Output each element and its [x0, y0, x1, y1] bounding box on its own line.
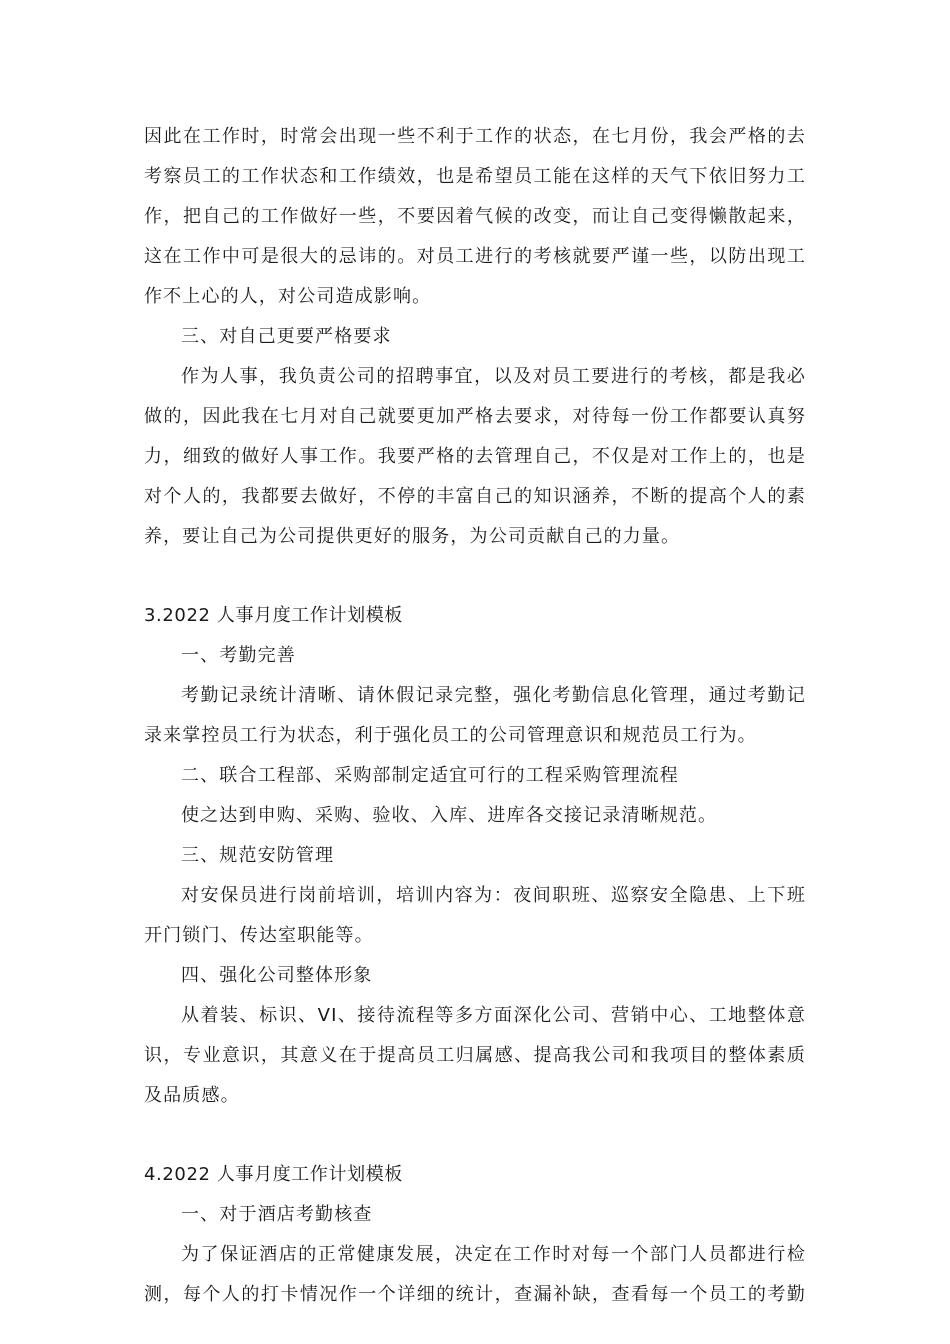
paragraph-line: 开门锁门、传达室职能等。 [144, 925, 374, 946]
section-heading: 一、对于酒店考勤核查 [181, 1204, 373, 1225]
paragraph-line: 对个人的，我都要去做好，不停的丰富自己的知识涵养，不断的提高个人的素 [144, 486, 806, 507]
paragraph-line: 作为人事，我负责公司的招聘事宜，以及对员工要进行的考核，都是我必 [181, 366, 806, 387]
paragraph-line: 作，把自己的工作做好一些，不要因着气候的改变，而让自己变得懒散起来， [144, 206, 806, 227]
paragraph-line: 及品质感。 [144, 1085, 240, 1106]
paragraph-line: 测，每个人的打卡情况作一个详细的统计，查漏补缺，查看每一个员工的考勤 [144, 1284, 806, 1305]
paragraph-line: 识，专业意识，其意义在于提高员工归属感、提高我公司和我项目的整体素质 [144, 1045, 806, 1066]
paragraph-line: 对安保员进行岗前培训，培训内容为：夜间职班、巡察安全隐患、上下班 [181, 885, 806, 906]
paragraph-line: 力，细致的做好人事工作。我要严格的去管理自己，不仅是对工作上的，也是 [144, 446, 806, 467]
template-title: 3.2022 人事月度工作计划模板 [144, 605, 403, 626]
paragraph-line: 这在工作中可是很大的忌讳的。对员工进行的考核就要严谨一些，以防出现工 [144, 246, 806, 267]
paragraph-line: 养，要让自己为公司提供更好的服务，为公司贡献自己的力量。 [144, 526, 681, 547]
section-heading: 三、对自己更要严格要求 [181, 326, 392, 347]
paragraph-line: 考察员工的工作状态和工作绩效，也是希望员工能在这样的天气下依旧努力工 [144, 166, 806, 187]
paragraph-line: 从着装、标识、VI、接待流程等多方面深化公司、营销中心、工地整体意 [181, 1005, 806, 1026]
paragraph-line: 做的，因此我在七月对自己就要更加严格去要求，对待每一份工作都要认真努 [144, 406, 806, 427]
paragraph-line: 考勤记录统计清晰、请休假记录完整，强化考勤信息化管理，通过考勤记 [181, 685, 806, 706]
paragraph-line: 使之达到申购、采购、验收、入库、进库各交接记录清晰规范。 [181, 805, 718, 826]
paragraph-line: 因此在工作时，时常会出现一些不利于工作的状态，在七月份，我会严格的去 [144, 126, 806, 147]
template-title: 4.2022 人事月度工作计划模板 [144, 1164, 403, 1185]
section-heading: 一、考勤完善 [181, 645, 296, 666]
section-heading: 二、联合工程部、采购部制定适宜可行的工程采购管理流程 [181, 765, 679, 786]
section-heading: 三、规范安防管理 [181, 845, 335, 866]
paragraph-line: 录来掌控员工行为状态，利于强化员工的公司管理意识和规范员工行为。 [144, 725, 757, 746]
paragraph-line: 为了保证酒店的正常健康发展，决定在工作时对每一个部门人员都进行检 [181, 1244, 806, 1265]
paragraph-line: 作不上心的人，对公司造成影响。 [144, 286, 432, 307]
section-heading: 四、强化公司整体形象 [181, 965, 373, 986]
